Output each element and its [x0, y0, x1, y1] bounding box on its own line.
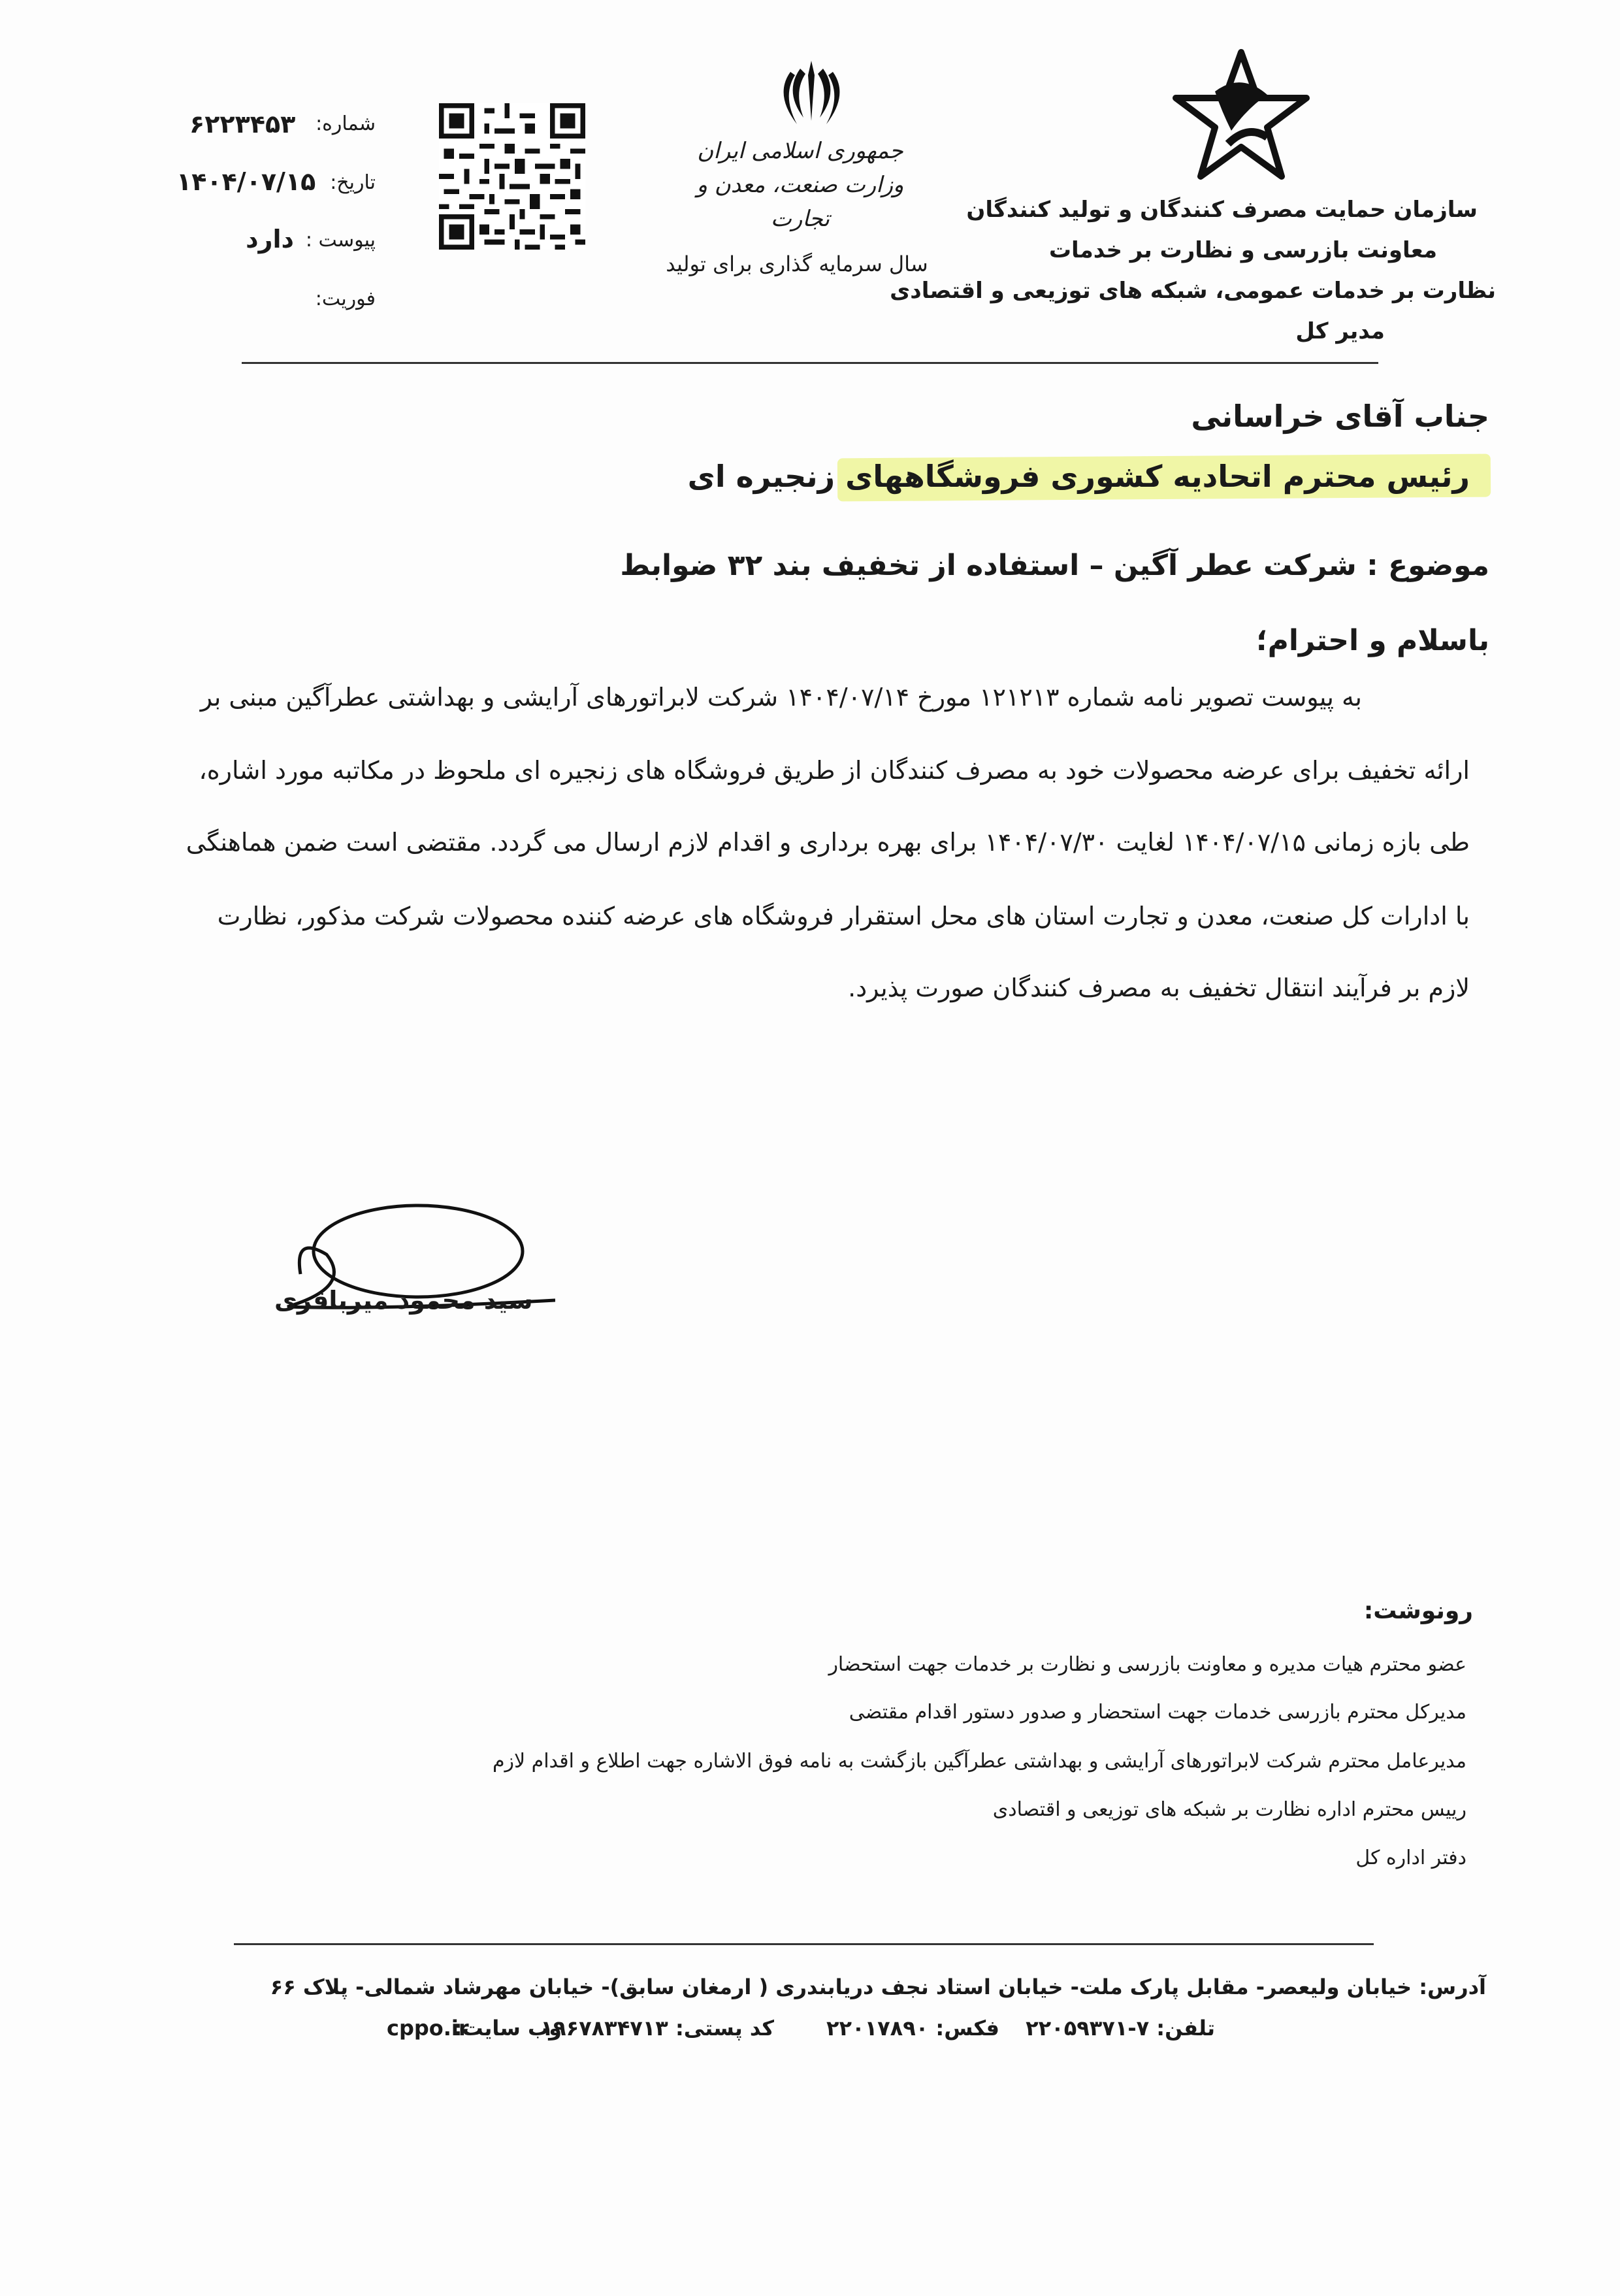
- header-divider: [242, 362, 1378, 364]
- ministry-line: وزارت صنعت، معدن و تجارت: [696, 172, 904, 232]
- organization-logo-icon: [1169, 46, 1313, 183]
- letter-greeting: باسلام و احترام؛: [1256, 624, 1489, 657]
- signer-name: سید محمود میرباقری: [274, 1286, 533, 1315]
- cc-item: مدیرکل محترم بازرسی خدمات جهت استحضار و صدور دستور اقدام مقتضی: [849, 1701, 1466, 1724]
- cc-item: مدیرعامل محترم شرکت لابراتورهای آرایشی و بهداشتی عطرآگین بازگشت به نامه فوق الاشاره جهت اطلاع و اقدام لازم: [492, 1750, 1466, 1773]
- cc-item: دفتر اداره کل: [1355, 1846, 1466, 1869]
- org-line: معاونت بازرسی و نظارت بر خدمات: [1048, 237, 1437, 263]
- footer-website[interactable]: cppo.ir: [387, 2016, 469, 2041]
- footer-divider: [234, 1943, 1374, 1945]
- footer-address: آدرس: خیابان ولیعصر- مقابل پارک ملت- خیابان استاد نجف دریابندری ( ارمغان سابق)- خیابان مهرشاد شمالی- پلاک ۶۶: [270, 1975, 1486, 1999]
- date-label: تاریخ:: [330, 171, 376, 194]
- organization-heading: [890, 189, 1496, 352]
- body-line: لازم بر فرآیند انتقال تخفیف به مصرف کنندگان صورت پذیرد.: [848, 974, 1470, 1002]
- body-line: به پیوست تصویر نامه شماره ۱۲۱۲۱۳ مورخ ۱۴۰۴/۰۷/۱۴ شرکت لابراتورهای آرایشی و بهداشتی عطرآگین مبنی بر: [200, 683, 1362, 712]
- footer-fax: فکس: ۲۲۰۱۷۸۹۰: [826, 2016, 999, 2041]
- cc-item: رییس محترم اداره نظارت بر شبکه های توزیعی و اقتصادی: [992, 1798, 1466, 1821]
- qr-code-icon: [439, 103, 585, 250]
- cc-title: رونوشت:: [1363, 1598, 1473, 1624]
- body-line: با ادارات کل صنعت، معدن و تجارت استان های محل استقرار فروشگاه های عرضه کننده محصولات شرکت مذکور، نظارت: [217, 902, 1470, 930]
- body-line: طی بازه زمانی ۱۴۰۴/۰۷/۱۵ لغایت ۱۴۰۴/۰۷/۳۰ برای بهره برداری و اقدام لازم ارسال می گردد. مقتضی است ضمن هماهنگی: [186, 828, 1470, 857]
- iran-emblem-icon: [774, 56, 849, 131]
- org-line: سازمان حمایت مصرف کنندگان و تولید کنندگان: [966, 197, 1478, 223]
- ministry-line: جمهوری اسلامی ایران: [697, 138, 903, 164]
- org-line: نظارت بر خدمات عمومی، شبکه های توزیعی و اقتصادی: [890, 278, 1496, 304]
- addressee-title: رئیس محترم اتحادیه کشوری فروشگاههای زنجیره ای: [687, 459, 1470, 494]
- signature-icon: [248, 1196, 555, 1346]
- attachment-label: پیوست :: [305, 229, 376, 252]
- footer-phone: تلفن: ۷-۲۲۰۵۹۳۷۱: [1026, 2016, 1215, 2041]
- cc-item: عضو محترم هیات مدیره و معاونت بازرسی و نظارت بر خدمات جهت استحضار: [828, 1653, 1466, 1676]
- ministry-name: [679, 134, 921, 236]
- letter-date: ۱۴۰۴/۰۷/۱۵: [176, 167, 316, 196]
- attachment-value: دارد: [246, 225, 294, 254]
- footer-postal-code: کد پستی: ۱۹۶۷۸۳۴۷۱۳: [540, 2016, 774, 2041]
- footer-website-label: وب سایت:: [453, 2016, 562, 2041]
- year-slogan: سال سرمایه گذاری برای تولید: [666, 252, 928, 276]
- body-line: ارائه تخفیف برای عرضه محصولات خود به مصرف کنندگان از طریق فروشگاه های زنجیره ای ملحوظ در مکاتبه مورد اشاره،: [199, 756, 1470, 785]
- number-label: شماره:: [316, 112, 376, 135]
- addressee-name: جناب آقای خراسانی: [1191, 399, 1489, 434]
- letter-subject: موضوع : شرکت عطر آگین – استفاده از تخفیف بند ۳۲ ضوابط: [620, 549, 1489, 582]
- letter-number: ۶۲۲۳۴۵۳: [189, 110, 296, 139]
- org-line: مدیر کل: [1295, 318, 1385, 344]
- urgency-label: فوریت:: [315, 287, 376, 310]
